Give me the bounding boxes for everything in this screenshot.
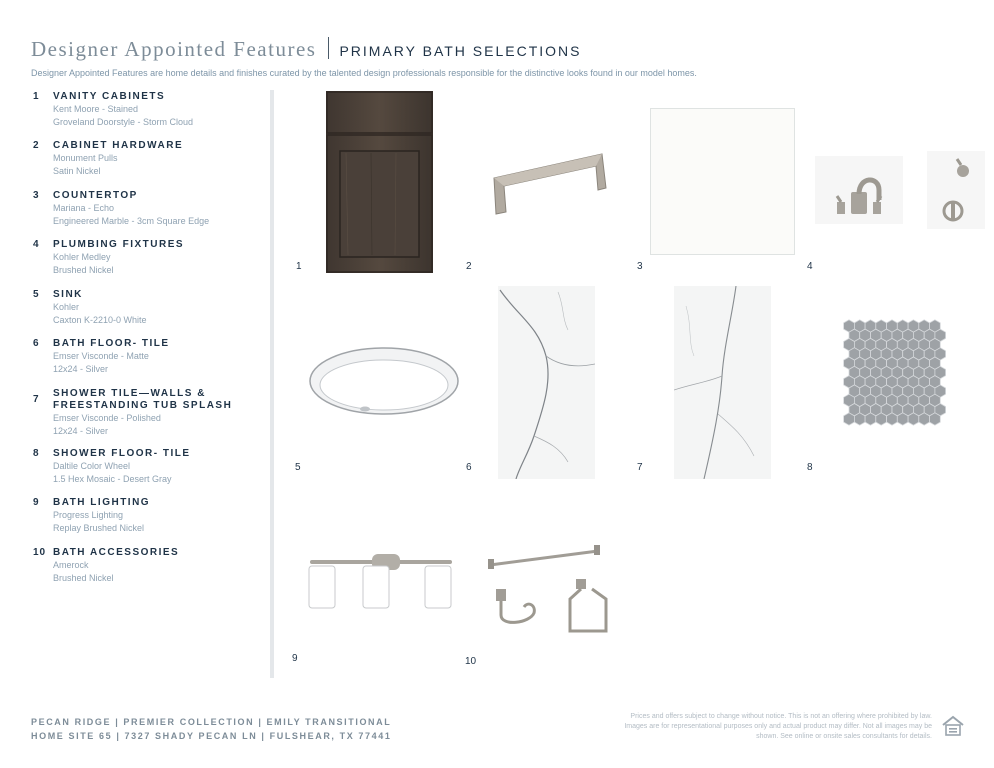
swatch-number-4: 4 — [807, 261, 813, 272]
section-divider — [270, 90, 274, 678]
vanity-cabinet-swatch — [326, 91, 433, 273]
feature-number: 10 — [33, 547, 47, 558]
feature-name: SHOWER TILE—WALLS & — [53, 388, 206, 399]
feature-name: SINK — [53, 289, 83, 300]
feature-name: BATH FLOOR- TILE — [53, 338, 170, 349]
feature-item-10 — [33, 547, 265, 584]
swatch-number-5: 5 — [295, 462, 301, 473]
feature-item-2 — [33, 140, 265, 177]
cabinet-hardware-swatch — [490, 146, 610, 218]
feature-number: 3 — [33, 190, 40, 201]
feature-detail: Kohler Medley — [53, 252, 111, 262]
feature-detail: Kohler — [53, 302, 80, 312]
shower-wall-tile-swatch — [674, 286, 771, 479]
feature-detail: Replay Brushed Nickel — [53, 522, 145, 533]
feature-detail: Engineered Marble - 3cm Square Edge — [53, 215, 210, 226]
feature-detail: Emser Visconde - Matte — [53, 351, 149, 361]
sink-swatch — [307, 345, 462, 420]
feature-number: 7 — [33, 394, 40, 405]
footer-line-1: PECAN RIDGE | PREMIER COLLECTION | EMILY TRANSITIONAL — [31, 717, 392, 727]
shower-valve-swatch — [927, 151, 985, 229]
swatch-number-7: 7 — [637, 462, 643, 473]
swatch-number-3: 3 — [637, 261, 643, 272]
footer-community — [31, 715, 391, 743]
hex-tile — [908, 413, 919, 425]
feature-item-8 — [33, 448, 265, 485]
faucet-swatch — [815, 156, 903, 224]
feature-detail: Emser Visconde - Polished — [53, 413, 161, 423]
feature-item-4 — [33, 239, 265, 276]
feature-detail: 12x24 - Silver — [53, 363, 109, 374]
feature-name: PLUMBING FIXTURES — [53, 239, 185, 250]
hex-tile — [854, 413, 865, 425]
hex-tile — [844, 413, 855, 425]
feature-item-1 — [33, 91, 265, 128]
swatch-number-9: 9 — [292, 653, 298, 664]
swatch-number-2: 2 — [466, 261, 472, 272]
feature-detail: Monument Pulls — [53, 153, 118, 163]
hex-tile — [930, 413, 941, 425]
hex-tile — [887, 413, 898, 425]
bath-accessories-swatch — [484, 543, 612, 637]
feature-number: 6 — [33, 338, 40, 349]
feature-name: BATH ACCESSORIES — [53, 547, 180, 558]
feature-number: 5 — [33, 289, 40, 300]
feature-number: 9 — [33, 497, 40, 508]
feature-name-line-2: FREESTANDING TUB SPLASH — [53, 400, 233, 411]
feature-detail: Groveland Doorstyle - Storm Cloud — [53, 116, 194, 127]
feature-number: 2 — [33, 140, 40, 151]
hex-tile — [876, 413, 887, 425]
swatch-number-8: 8 — [807, 462, 813, 473]
bath-floor-tile-swatch — [498, 286, 595, 479]
countertop-swatch — [650, 108, 795, 255]
feature-detail: 12x24 - Silver — [53, 425, 109, 436]
swatch-number-1: 1 — [296, 261, 302, 272]
feature-name: VANITY CABINETS — [53, 91, 166, 102]
shower-floor-hex-swatch — [842, 319, 968, 448]
feature-number: 1 — [33, 91, 40, 102]
footer-line-2: HOME SITE 65 | 7327 SHADY PECAN LN | FULSHEAR, TX 77441 — [31, 731, 392, 741]
footer-disclaimer: Prices and offers subject to change without notice. This is not an offering where prohibited by law. Images are for representational purposes only and actual product may differ. Not all images may be shown. See online or onsite sales consultants for details. — [624, 713, 932, 740]
feature-name: BATH LIGHTING — [53, 497, 151, 508]
feature-detail: Caxton K-2210-0 White — [53, 314, 147, 325]
equal-housing-icon — [941, 714, 965, 738]
feature-detail: Progress Lighting — [53, 510, 124, 520]
feature-detail: Mariana - Echo — [53, 203, 115, 213]
feature-detail: 1.5 Hex Mosaic - Desert Gray — [53, 473, 172, 484]
page-subtitle: PRIMARY BATH SELECTIONS — [339, 43, 582, 59]
feature-detail: Amerock — [53, 560, 89, 570]
feature-detail: Satin Nickel — [53, 165, 101, 176]
hex-tile — [865, 413, 876, 425]
intro-text: Designer Appointed Features are home details and finishes curated by the talented design professionals responsible for the distinctive looks found in our model homes. — [31, 68, 697, 78]
feature-number: 4 — [33, 239, 40, 250]
title-row — [31, 34, 971, 62]
swatch-number-6: 6 — [466, 462, 472, 473]
feature-item-3 — [33, 190, 265, 227]
feature-name: COUNTERTOP — [53, 190, 138, 201]
feature-detail: Kent Moore - Stained — [53, 104, 139, 114]
hex-tile — [919, 413, 930, 425]
page-title: Designer Appointed Features — [31, 37, 317, 61]
title-separator — [328, 37, 329, 59]
feature-item-9 — [33, 497, 265, 534]
feature-detail: Brushed Nickel — [53, 572, 114, 583]
feature-detail: Brushed Nickel — [53, 264, 114, 275]
feature-detail: Daltile Color Wheel — [53, 461, 131, 471]
feature-item-7 — [33, 388, 265, 437]
feature-name: CABINET HARDWARE — [53, 140, 184, 151]
swatch-number-10: 10 — [465, 656, 477, 667]
feature-item-5 — [33, 289, 265, 326]
feature-name: SHOWER FLOOR- TILE — [53, 448, 191, 459]
page-header — [31, 34, 971, 78]
feature-item-6 — [33, 338, 265, 375]
bath-lighting-swatch — [306, 552, 456, 612]
feature-number: 8 — [33, 448, 40, 459]
hex-tile — [897, 413, 908, 425]
